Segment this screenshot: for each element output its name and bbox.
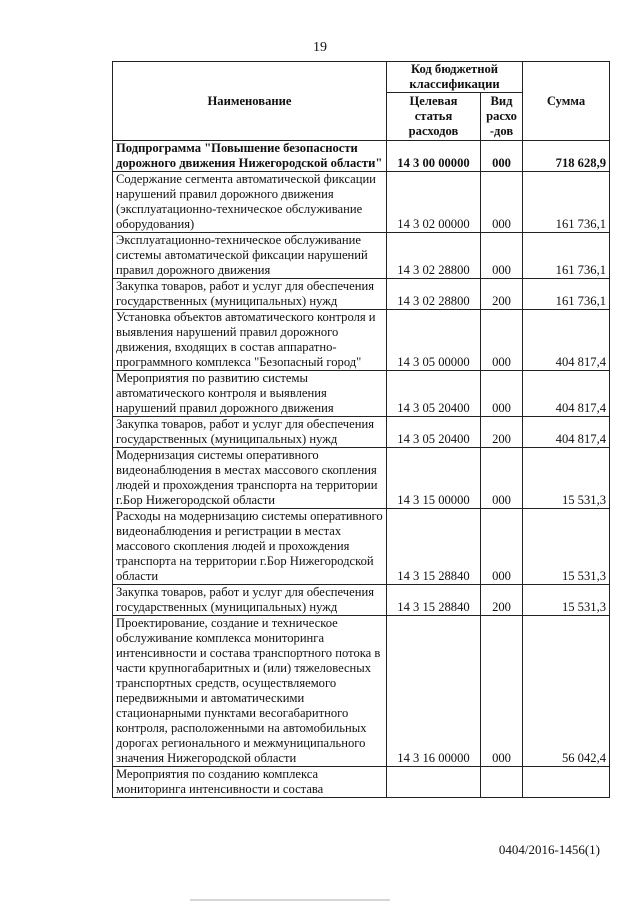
header-target: Целевая статья расходов: [387, 93, 481, 141]
table-row: [113, 509, 610, 585]
row-name: Мероприятия по развитию системы автоматического контроля и выявления нарушений правил дорожного движения: [113, 371, 387, 417]
row-name: Проектирование, создание и техническое обслуживание комплекса мониторинга интенсивности и состава транспортного потока в части крупногабаритных и (или) тяжеловесных транспортных средств, осуществляемого передвижными и автоматическими стационарными пунктами весогабаритного контроля, расположенными на автомобильных дорогах регионального и межмуниципального значения Нижегородской области: [113, 616, 387, 767]
row-sum: 15 531,3: [523, 585, 610, 616]
row-name: Эксплуатационно-техническое обслуживание системы автоматической фиксации нарушений правил дорожного движения: [113, 233, 387, 279]
row-kind: 200: [481, 585, 523, 616]
row-kind: 000: [481, 616, 523, 767]
row-name: Установка объектов автоматического контроля и выявления нарушений правил дорожного движения, входящих в состав аппаратно-программного комплекса "Безопасный город": [113, 310, 387, 371]
table-row: [113, 767, 610, 798]
table-row: [113, 371, 610, 417]
row-code: 14 3 05 00000: [387, 310, 481, 371]
row-name: Мероприятия по созданию комплекса мониторинга интенсивности и состава: [113, 767, 387, 798]
table-row: [113, 616, 610, 767]
row-sum: 718 628,9: [523, 141, 610, 172]
table-row: [113, 141, 610, 172]
row-kind: 000: [481, 509, 523, 585]
row-code: 14 3 15 00000: [387, 448, 481, 509]
row-kind: 200: [481, 417, 523, 448]
budget-table: [112, 61, 610, 798]
row-code: 14 3 15 28840: [387, 585, 481, 616]
row-code: [387, 767, 481, 798]
document-reference: 0404/2016-1456(1): [498, 842, 600, 857]
row-kind: 200: [481, 279, 523, 310]
row-sum: 404 817,4: [523, 417, 610, 448]
row-kind: 000: [481, 172, 523, 233]
row-code: 14 3 15 28840: [387, 509, 481, 585]
row-name: Содержание сегмента автоматической фиксации нарушений правил дорожного движения (эксплуатационно-техническое обслуживание оборудования): [113, 172, 387, 233]
table-row: [113, 448, 610, 509]
row-code: 14 3 02 00000: [387, 172, 481, 233]
table-row: [113, 172, 610, 233]
header-name: Наименование: [113, 62, 387, 141]
scan-artifact: [190, 899, 390, 901]
row-sum: 161 736,1: [523, 172, 610, 233]
row-code: 14 3 02 28800: [387, 233, 481, 279]
row-name: Модернизация системы оперативного видеонаблюдения в местах массового скопления людей и прохождения транспорта на территории г.Бор Нижегородской области: [113, 448, 387, 509]
page-number: 19: [313, 40, 327, 55]
row-name: Подпрограмма "Повышение безопасности дорожного движения Нижегородской области": [113, 141, 387, 172]
row-name: Расходы на модернизацию системы оперативного видеонаблюдения и регистрации в местах массового скопления людей и прохождения транспорта на территории г.Бор Нижегородской области: [113, 509, 387, 585]
row-name: Закупка товаров, работ и услуг для обеспечения государственных (муниципальных) нужд: [113, 279, 387, 310]
row-code: 14 3 05 20400: [387, 417, 481, 448]
table-row: [113, 310, 610, 371]
table-row: [113, 585, 610, 616]
row-sum: 56 042,4: [523, 616, 610, 767]
table-row: [113, 279, 610, 310]
row-sum: 15 531,3: [523, 448, 610, 509]
row-kind: 000: [481, 310, 523, 371]
row-name: Закупка товаров, работ и услуг для обеспечения государственных (муниципальных) нужд: [113, 585, 387, 616]
row-sum: 161 736,1: [523, 233, 610, 279]
row-kind: [481, 767, 523, 798]
table-row: [113, 417, 610, 448]
table-row: [113, 233, 610, 279]
header-code-group: Код бюджетной классификации: [387, 62, 523, 93]
row-sum: 161 736,1: [523, 279, 610, 310]
header-sum: Сумма: [523, 62, 610, 141]
row-kind: 000: [481, 448, 523, 509]
row-sum: 404 817,4: [523, 310, 610, 371]
row-sum: [523, 767, 610, 798]
row-kind: 000: [481, 233, 523, 279]
row-code: 14 3 00 00000: [387, 141, 481, 172]
row-code: 14 3 16 00000: [387, 616, 481, 767]
header-kind: Вид расхо -дов: [481, 93, 523, 141]
row-kind: 000: [481, 371, 523, 417]
row-code: 14 3 02 28800: [387, 279, 481, 310]
row-sum: 404 817,4: [523, 371, 610, 417]
row-kind: 000: [481, 141, 523, 172]
row-name: Закупка товаров, работ и услуг для обеспечения государственных (муниципальных) нужд: [113, 417, 387, 448]
row-code: 14 3 05 20400: [387, 371, 481, 417]
row-sum: 15 531,3: [523, 509, 610, 585]
